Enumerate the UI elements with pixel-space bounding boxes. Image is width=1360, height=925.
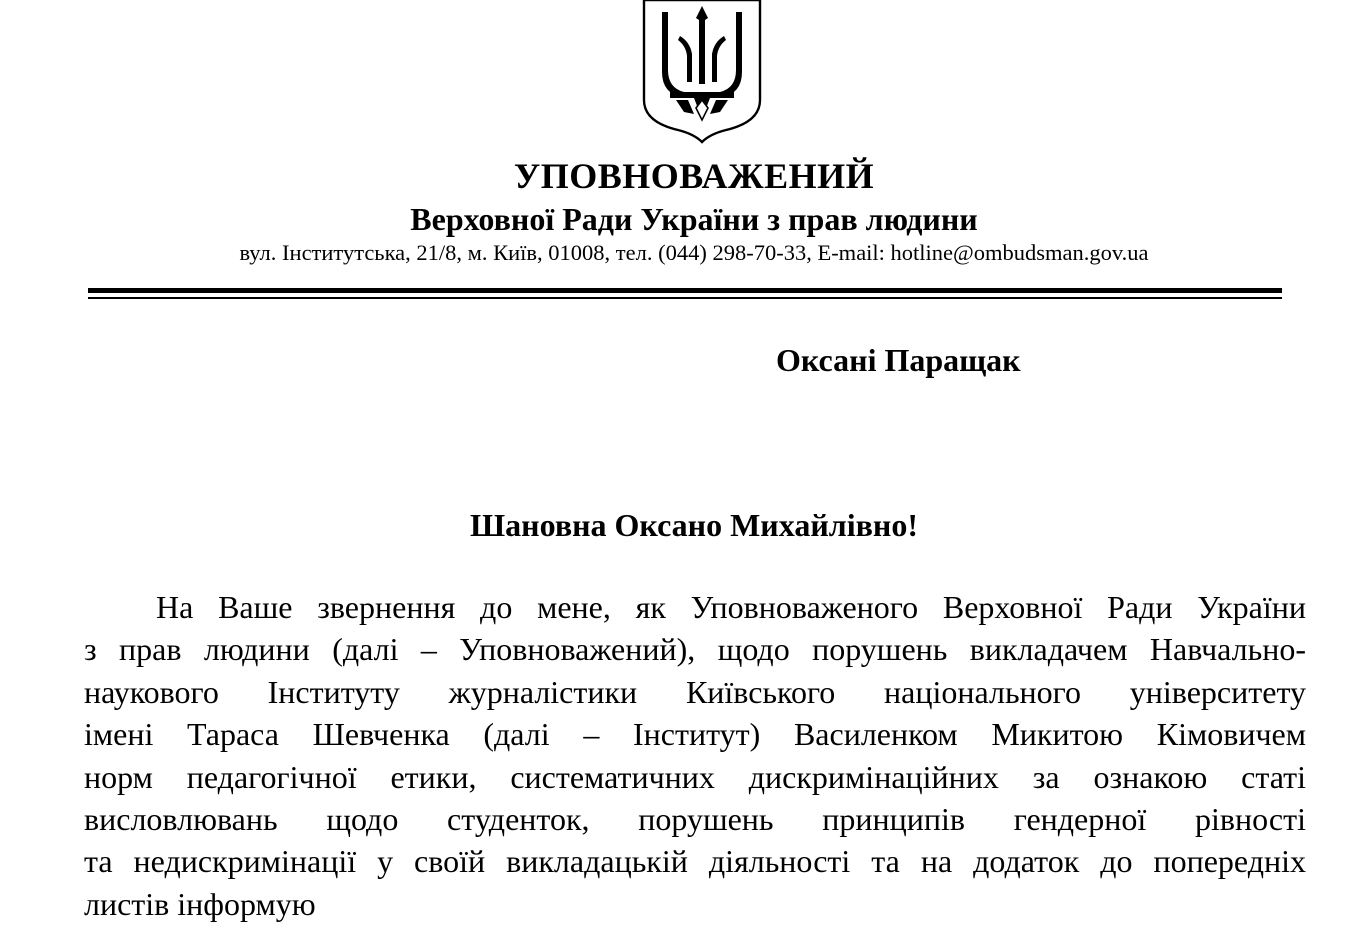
organization-subtitle: Верховної Ради України з прав людини [410,201,978,237]
body-line: листів інформую [84,885,316,922]
organization-address: вул. Інститутська, 21/8, м. Київ, 01008, тел. (044) 298-70-33, E-mail: hotline@ombudsman.gov.ua [239,240,1149,265]
organization-title: УПОВНОВАЖЕНИЙ [513,156,875,196]
body-line: та недискримінації у своїй викладацькій діяльності та на додаток до попередніх [84,843,1306,880]
body-line: наукового Інституту журналістики Київського національного університету [84,673,1306,710]
salutation: Шановна Оксано Михайлівно! [470,507,918,543]
addressee-name: Оксані Паращак [776,342,1021,378]
body-line: з прав людини (далі – Уповноважений), щодо порушень викладачем Навчально- [84,631,1306,668]
letter-body [84,586,1306,925]
coat-of-arms-icon [640,0,764,144]
body-line: На Ваше звернення до мене, як Уповноваженого Верховної Ради України [156,589,1306,625]
header-divider-thin [88,297,1282,299]
header-divider-thick [88,288,1282,293]
body-line: висловлювань щодо студенток, порушень принципів гендерної рівності [84,801,1306,838]
body-line: імені Тараса Шевченка (далі – Інститут) Василенком Микитою Кімовичем [84,716,1306,753]
body-line: норм педагогічної етики, систематичних дискримінаційних за ознакою статі [84,758,1306,795]
